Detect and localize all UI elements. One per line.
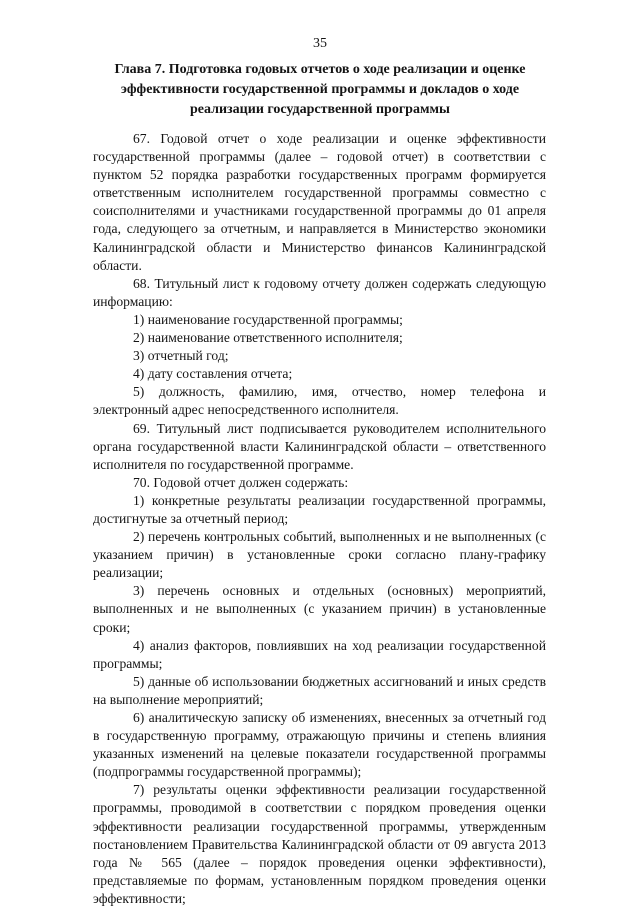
list-item: 2) наименование ответственного исполнителя; (133, 330, 403, 346)
paragraph-67: 67. Годовой отчет о ходе реализации и оценке эффективности государственной программы (далее – годовой отчет) в соответствии с пунктом 52 порядка разработки государственных программ формируется ответственным исполнителем государственной программы совместно с соисполнителями и участниками государственной программы до 01 апреля года, следующего за отчетным, и направляется в Министерство экономики Калининградской области и Министерство финансов Калининградской области. (93, 131, 546, 273)
list-item: 1) конкретные результаты реализации государственной программы, достигнутые за отчетный период; (93, 492, 546, 526)
list-item: 4) анализ факторов, повлиявших на ход реализации государственной программы; (93, 637, 546, 671)
list-item: 7) результаты оценки эффективности реализации государственной программы, проводимой в соответствии с порядком проведения оценки эффективности реализации государственной программы, утвержденным постановлением Правительства Калининградской области от 09 августа 2013 года № 565 (далее – порядок проведения оценки эффективности), представляемые по формам, установленным порядком проведения оценки эффективности; (93, 782, 546, 906)
list-item: 2) перечень контрольных событий, выполненных и не выполненных (с указанием причин) в установленные сроки согласно плану-графику реализации; (93, 529, 546, 581)
list-item: 3) перечень основных и отдельных (основных) мероприятий, выполненных и не выполненных (с указанием причин) в установленные сроки; (93, 583, 546, 635)
list-item: 1) наименование государственной программы; (133, 311, 403, 327)
list-item: 6) аналитическую записку об изменениях, внесенных за отчетный год в государственную программу, отражающую причины и степень влияния указанных изменений на целевые показатели государственной программы (подпрограммы государственной программы); (93, 710, 546, 780)
paragraph-68: 68. Титульный лист к годовому отчету должен содержать следующую информацию: (93, 275, 546, 309)
list-item: 5) должность, фамилию, имя, отчество, номер телефона и электронный адрес непосредственного исполнителя. (93, 384, 546, 418)
list-item: 4) дату составления отчета; (133, 366, 293, 382)
chapter-title: Глава 7. Подготовка годовых отчетов о ходе реализации и оценке эффективности государственной программы и докладов о ходе реализации государственной программы (114, 62, 526, 117)
page-number: 35 (313, 36, 327, 51)
paragraph-70: 70. Годовой отчет должен содержать: (133, 474, 349, 490)
document-body (93, 130, 546, 908)
list-item: 3) отчетный год; (133, 348, 229, 364)
list-item: 5) данные об использовании бюджетных ассигнований и иных средств на выполнение мероприятий; (93, 673, 546, 707)
paragraph-69: 69. Титульный лист подписывается руководителем исполнительного органа государственной власти Калининградской области – ответственного исполнителя по государственной программе. (93, 420, 546, 472)
